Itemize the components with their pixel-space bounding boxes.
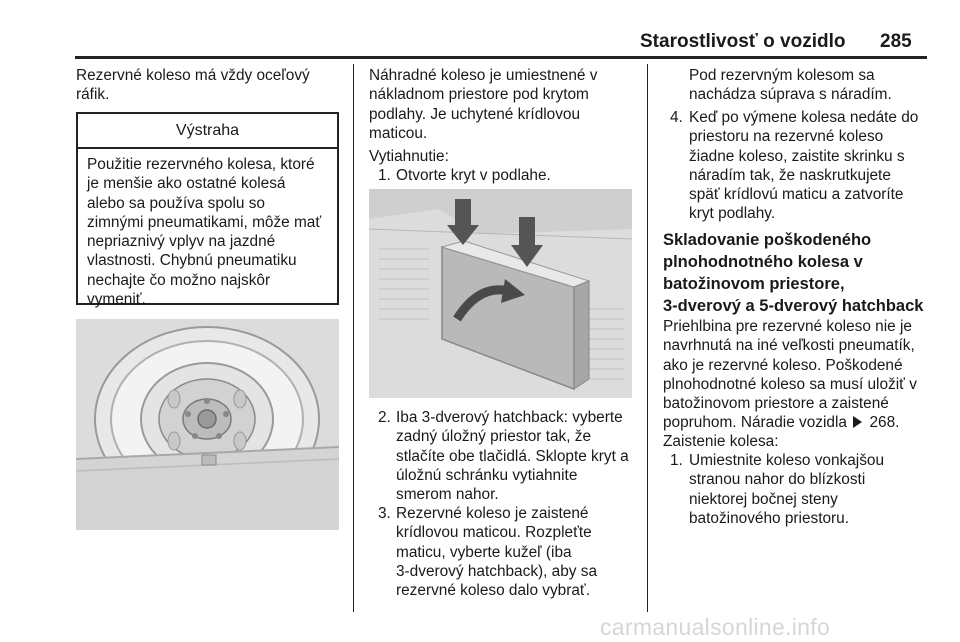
page-header-title: Starostlivosť o vozidlo bbox=[640, 31, 846, 52]
column-divider-right bbox=[647, 64, 648, 612]
floor-cover-illustration bbox=[369, 189, 632, 398]
reference-page-link[interactable]: 268. bbox=[869, 414, 900, 431]
step-4-text: Keď po výmene kolesa nedáte do priestoru na rezervné koleso žiadne koleso, zaistite skrinku s náradím tak, že naskrutkujete späť krídlovú maticu a zatvoríte kryt podlahy. bbox=[689, 109, 919, 223]
section-body-text: Priehlbina pre rezervné koleso nie je navrhnutá na iné veľkosti pneumatík, ako je rezervné koleso. Poškodené plnohodnotné koleso sa musí uložiť v batožinovom priestore a zaistené bbox=[663, 318, 917, 413]
warning-box bbox=[76, 112, 339, 309]
watermark: carmanualsonline.info bbox=[600, 614, 831, 640]
floor-cover-figure bbox=[369, 189, 632, 398]
removal-label: Vytiahnutie: bbox=[369, 148, 449, 165]
spare-wheel-location-text: Náhradné koleso je umiestnené v nákladnom priestore pod krytom podlahy. Je uchytené krídlovou maticou. bbox=[369, 67, 598, 142]
section-heading: Skladovanie poškodeného plnohodnotného kolesa v batožinovom priestore, 3-dverový a 5-dverový hatchback bbox=[663, 231, 924, 315]
sub-step-1-text: Umiestnite koleso vonkajšou stranou nahor do blízkosti niektorej bočnej steny batožinového priestoru. bbox=[689, 452, 885, 527]
warning-title: Výstraha bbox=[78, 114, 337, 149]
spare-wheel-intro: Rezervné koleso má vždy oceľový ráfik. bbox=[76, 67, 310, 104]
step-4-number: 4. bbox=[670, 109, 683, 126]
spare-wheel-illustration bbox=[76, 319, 339, 530]
step-2-text: Iba 3-dverový hatchback: vyberte zadný úložný priestor tak, že stlačíte obe tlačidlá. Sklopte kryt a úložnú schránku vytiahnite smerom nahor. bbox=[396, 409, 629, 504]
column-divider-left bbox=[353, 64, 354, 612]
step-3-text: Rezervné koleso je zaistené krídlovou maticou. Rozpleťte maticu, vyberte kužeľ (iba 3-dverový hatchback), aby sa rezervné koleso dalo vybrať. bbox=[396, 505, 598, 600]
step-1-text: Otvorte kryt v podlahe. bbox=[396, 167, 551, 184]
reference-line: popruhom. Náradie vozidla 268. bbox=[663, 414, 900, 431]
warning-text: Použitie rezervného kolesa, ktoré je menšie ako ostatné kolesá alebo sa používa spolu so zimnými pneumatikami, môže mať nepriaznivý vplyv na jazdné vlastnosti. Chybnú pneumatiku nechajte čo možno najskôr vymeniť. bbox=[87, 156, 322, 309]
securing-label: Zaistenie kolesa: bbox=[663, 433, 779, 450]
spare-wheel-figure bbox=[76, 319, 339, 530]
sub-step-1-number: 1. bbox=[670, 452, 683, 469]
header-rule bbox=[75, 56, 927, 59]
arrow-reference-icon[interactable] bbox=[853, 416, 862, 428]
step-1-number: 1. bbox=[378, 167, 391, 184]
step-2-number: 2. bbox=[378, 409, 391, 426]
step-3-continued-text: Pod rezervným kolesom sa nachádza súprava s náradím. bbox=[689, 67, 892, 104]
step-3-number: 3. bbox=[378, 505, 391, 522]
page-number: 285 bbox=[880, 31, 912, 52]
